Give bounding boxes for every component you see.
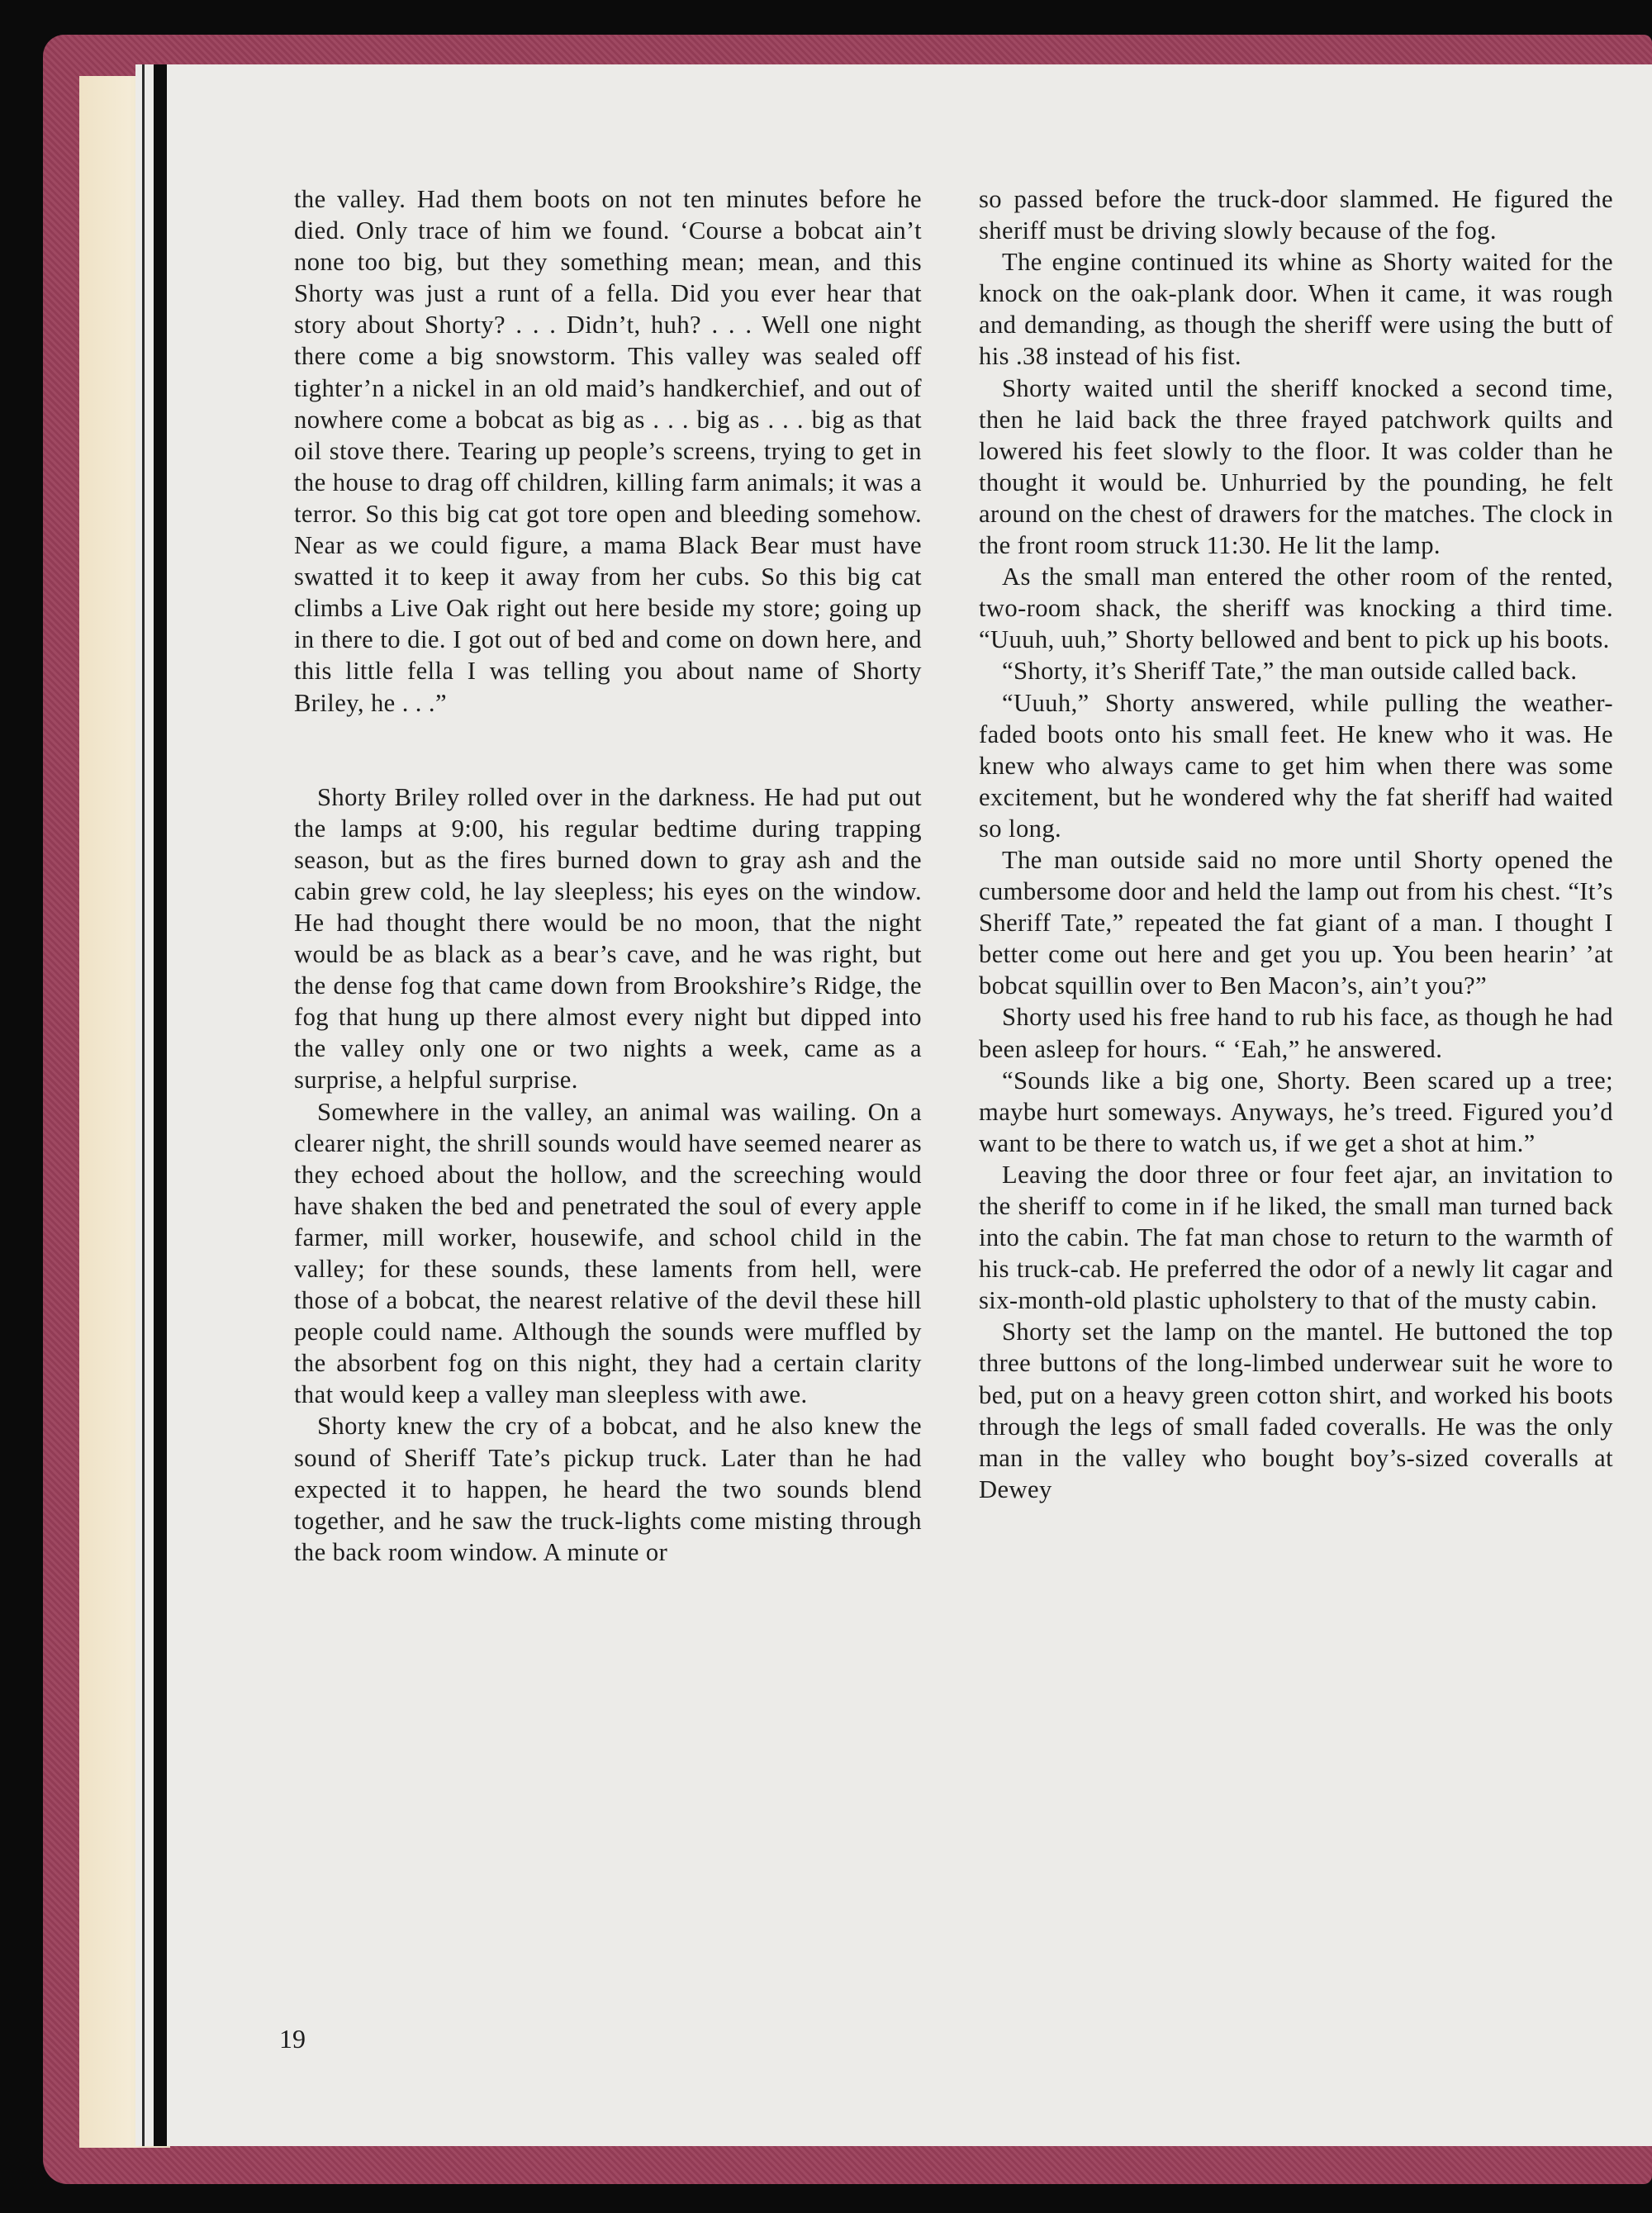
paragraph: “Sounds like a big one, Shorty. Been scared up a tree; maybe hurt someways. Anyways, he’s treed. Figured you’d want to be there to watch us, if we get a shot at him.” <box>979 1066 1613 1157</box>
paragraph: so passed before the truck-door slammed. He figured the sheriff must be driving slowly because of the fog. <box>979 185 1613 245</box>
paragraph: “Shorty, it’s Sheriff Tate,” the man outside called back. <box>1002 657 1578 686</box>
paragraph: As the small man entered the other room of the rented, two-room shack, the sheriff was knocking a third time. “Uuuh, uuh,” Shorty bellowed and bent to pick up his boots. <box>979 563 1613 654</box>
paragraph: Shorty set the lamp on the mantel. He buttoned the top three buttons of the long-limbed underwear suit he wore to bed, put on a heavy green cotton shirt, and worked his boots through the legs of small faded coveralls. He was the only man in the valley who bought boy’s-sized coveralls at Dewey <box>979 1318 1613 1503</box>
gutter-rule <box>154 64 167 2146</box>
paragraph: The engine continued its whine as Shorty waited for the knock on the oak-plank door. When it came, it was rough and demanding, as though the sheriff were using the butt of his .38 instead of his fist. <box>979 248 1613 371</box>
paragraph: Somewhere in the valley, an animal was wailing. On a clearer night, the shrill sounds would have seemed nearer as they echoed about the hollow, and the screeching would have shaken the bed and penetrated the soul of every apple farmer, mill worker, housewife, and school child in the valley; for these sounds, these laments from hell, were those of a bobcat, the nearest relative of the devil these hill people could name. Although the sounds were muffled by the absorbent fog on this night, they had a certain clarity that would keep a valley man sleepless with awe. <box>294 1097 922 1409</box>
paragraph: Shorty used his free hand to rub his face, as though he had been asleep for hours. “ ‘Eah,” he answered. <box>979 1003 1613 1063</box>
gutter-line <box>142 64 145 2146</box>
paragraph: Leaving the door three or four feet ajar, an invitation to the sheriff to come in if he liked, the small man turned back into the cabin. The fat man chose to return to the warmth of his truck-cab. He preferred the odor of a newly lit cagar and six-month-old plastic upholstery to that of the musty cabin. <box>979 1160 1613 1315</box>
right-column <box>979 183 1613 1505</box>
paragraph: the valley. Had them boots on not ten minutes before he died. Only trace of him we found. ‘Course a bobcat ain’t none too big, but they something mean; mean, and this Shorty was just a runt of a fella. Did you ever hear that story about Shorty? . . . Didn’t, huh? . . . Well one night there come a big snowstorm. This valley was sealed off tighter’n a nickel in an old maid’s handkerchief, and out of nowhere come a bobcat as big as . . . big as . . . big as that oil stove there. Tearing up people’s screens, trying to get in the house to drag off children, killing farm animals; it was a terror. So this big cat got tore open and bleeding somehow. Near as we could figure, a mama Black Bear must have swatted it to keep it away from her cubs. So this big cat climbs a Live Oak right out here beside my store; going up in there to die. I got out of bed and come on down here, and this little fella I was telling you about name of Shorty Briley, he . . .” <box>294 185 922 717</box>
paragraph: Shorty Briley rolled over in the darkness. He had put out the lamps at 9:00, his regular bedtime during trapping season, but as the fires burned down to gray ash and the cabin grew cold, he lay sleepless; his eyes on the window. He had thought there would be no moon, that the night would be as black as a bear’s cave, and he was right, but the dense fog that came down from Brookshire’s Ridge, the fog that hung up there almost every night but dipped into the valley only one or two nights a week, came as a surprise, a helpful surprise. <box>294 782 922 1095</box>
paragraph: The man outside said no more until Shorty opened the cumbersome door and held the lamp out from his chest. “It’s Sheriff Tate,” repeated the fat giant of a man. I thought I better come out here and get you up. You been hearin’ ’at bobcat squillin over to Ben Macon’s, ain’t you?” <box>979 845 1613 1000</box>
paragraph: “Uuuh,” Shorty answered, while pulling the weather-faded boots onto his small feet. He knew who it was. He knew who always came to get him when there was some excitement, but he wondered why the fat sheriff had waited so long. <box>979 688 1613 843</box>
paragraph: Shorty knew the cry of a bobcat, and he also knew the sound of Sheriff Tate’s pickup truck. Later than he had expected it to happen, he heard the two sounds blend together, and he saw the truck-lights come misting through the back room window. A minute or <box>294 1412 922 1566</box>
left-column <box>294 183 922 1568</box>
paragraph: Shorty waited until the sheriff knocked a second time, then he laid back the three frayed patchwork quilts and lowered his feet slowly to the floor. It was colder than he thought it would be. Unhurried by the pounding, he felt around on the chest of drawers for the matches. The clock in the front room struck 11:30. He lit the lamp. <box>979 373 1613 560</box>
page-number: 19 <box>279 2024 306 2054</box>
